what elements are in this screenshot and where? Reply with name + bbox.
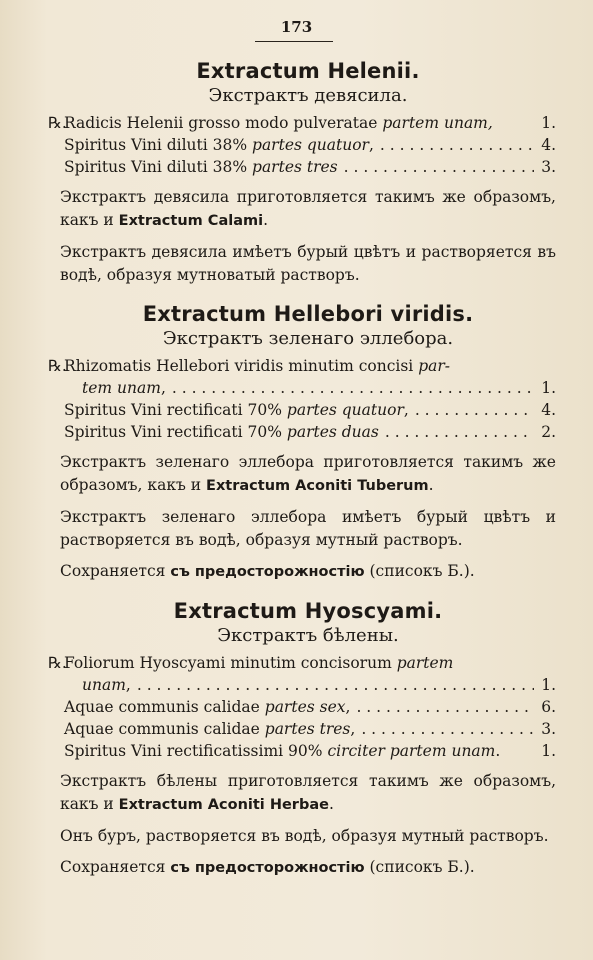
ingredient: Spiritus Vini diluti 38% partes quatuor, [64, 136, 374, 154]
section-extractum-hellebori-viridis [48, 301, 556, 584]
page-content [48, 58, 556, 880]
ingredient: Spiritus Vini diluti 38% partes tres [64, 158, 338, 176]
recipe-line [48, 652, 556, 674]
ingredient-continued: tem unam, [82, 379, 166, 397]
paragraph: Экстрактъ зеленаго эллебора приготовляется такимъ же образомъ, какъ и Extractum Aconiti Tuberum. [60, 453, 556, 494]
section-title: Extractum Helenii. [196, 59, 420, 83]
recipe-line [60, 718, 556, 740]
section-subtitle: Экстрактъ зеленаго эллебора. [162, 328, 454, 349]
header-rule [255, 41, 333, 42]
recipe-line [48, 112, 556, 134]
quantity: 1. [541, 114, 556, 132]
paragraph: Сохраняется съ предосторожностію (списокъ Б.). [60, 562, 475, 580]
quantity: 1. [541, 676, 556, 694]
quantity: 1. [541, 742, 556, 760]
recipe-line [60, 421, 556, 443]
page-number: 173 [280, 18, 313, 36]
recipe-line [60, 399, 556, 421]
quantity: 1. [541, 379, 556, 397]
recipe-line [60, 134, 556, 156]
ingredient: Aquae communis calidae partes sex, [64, 698, 351, 716]
recipe [48, 112, 556, 178]
recipe-line [48, 355, 556, 377]
quantity: 4. [541, 136, 556, 154]
recipe-line [60, 740, 556, 762]
ingredient: Spiritus Vini rectificatissimi 90% circiter partem unam. [64, 742, 501, 760]
recipe-symbol: ℞. [48, 357, 67, 375]
quantity: 2. [541, 423, 556, 441]
quantity: 4. [541, 401, 556, 419]
ingredient: Aquae communis calidae partes tres, [64, 720, 356, 738]
paragraph: Экстрактъ бѣлены приготовляется такимъ же образомъ, какъ и Extractum Aconiti Herbae. [60, 772, 556, 813]
quantity: 6. [541, 698, 556, 716]
recipe-line [60, 696, 556, 718]
paragraph: Экстрактъ девясила имѣетъ бурый цвѣтъ и растворяется въ водѣ, образуя мутноватый растворъ. [60, 243, 556, 284]
quantity: 3. [541, 158, 556, 176]
quantity: 3. [541, 720, 556, 738]
paragraph: Сохраняется съ предосторожностію (списокъ Б.). [60, 858, 475, 876]
recipe-line [60, 377, 556, 399]
recipe [48, 355, 556, 443]
ingredient: Spiritus Vini rectificati 70% partes duas [64, 423, 379, 441]
ingredient: Spiritus Vini rectificati 70% partes quatuor, [64, 401, 409, 419]
paragraph: Экстрактъ зеленаго эллебора имѣетъ бурый цвѣтъ и растворяется въ водѣ, образуя мутный растворъ. [60, 508, 556, 549]
paragraph: Онъ буръ, растворяется въ водѣ, образуя мутный растворъ. [60, 827, 549, 845]
recipe-line [60, 156, 556, 178]
section-subtitle: Экстрактъ девясила. [208, 85, 408, 106]
recipe-symbol: ℞. [48, 654, 67, 672]
section-subtitle: Экстрактъ бѣлены. [217, 625, 399, 646]
recipe-line [60, 674, 556, 696]
section-title: Extractum Hyoscyami. [173, 599, 443, 623]
ingredient: Radicis Helenii grosso modo pulveratae partem unam, [64, 114, 493, 132]
recipe-symbol: ℞. [48, 114, 67, 132]
paragraph: Экстрактъ девясила приготовляется такимъ же образомъ, какъ и Extractum Calami. [60, 188, 556, 229]
section-extractum-helenii [48, 58, 556, 287]
section-title: Extractum Hellebori viridis. [142, 302, 474, 326]
ingredient: Rhizomatis Hellebori viridis minutim concisi par- [64, 357, 450, 375]
recipe [48, 652, 556, 762]
ingredient: Foliorum Hyoscyami minutim concisorum partem [64, 654, 454, 672]
ingredient-continued: unam, [82, 676, 131, 694]
section-extractum-hyoscyami [48, 598, 556, 880]
